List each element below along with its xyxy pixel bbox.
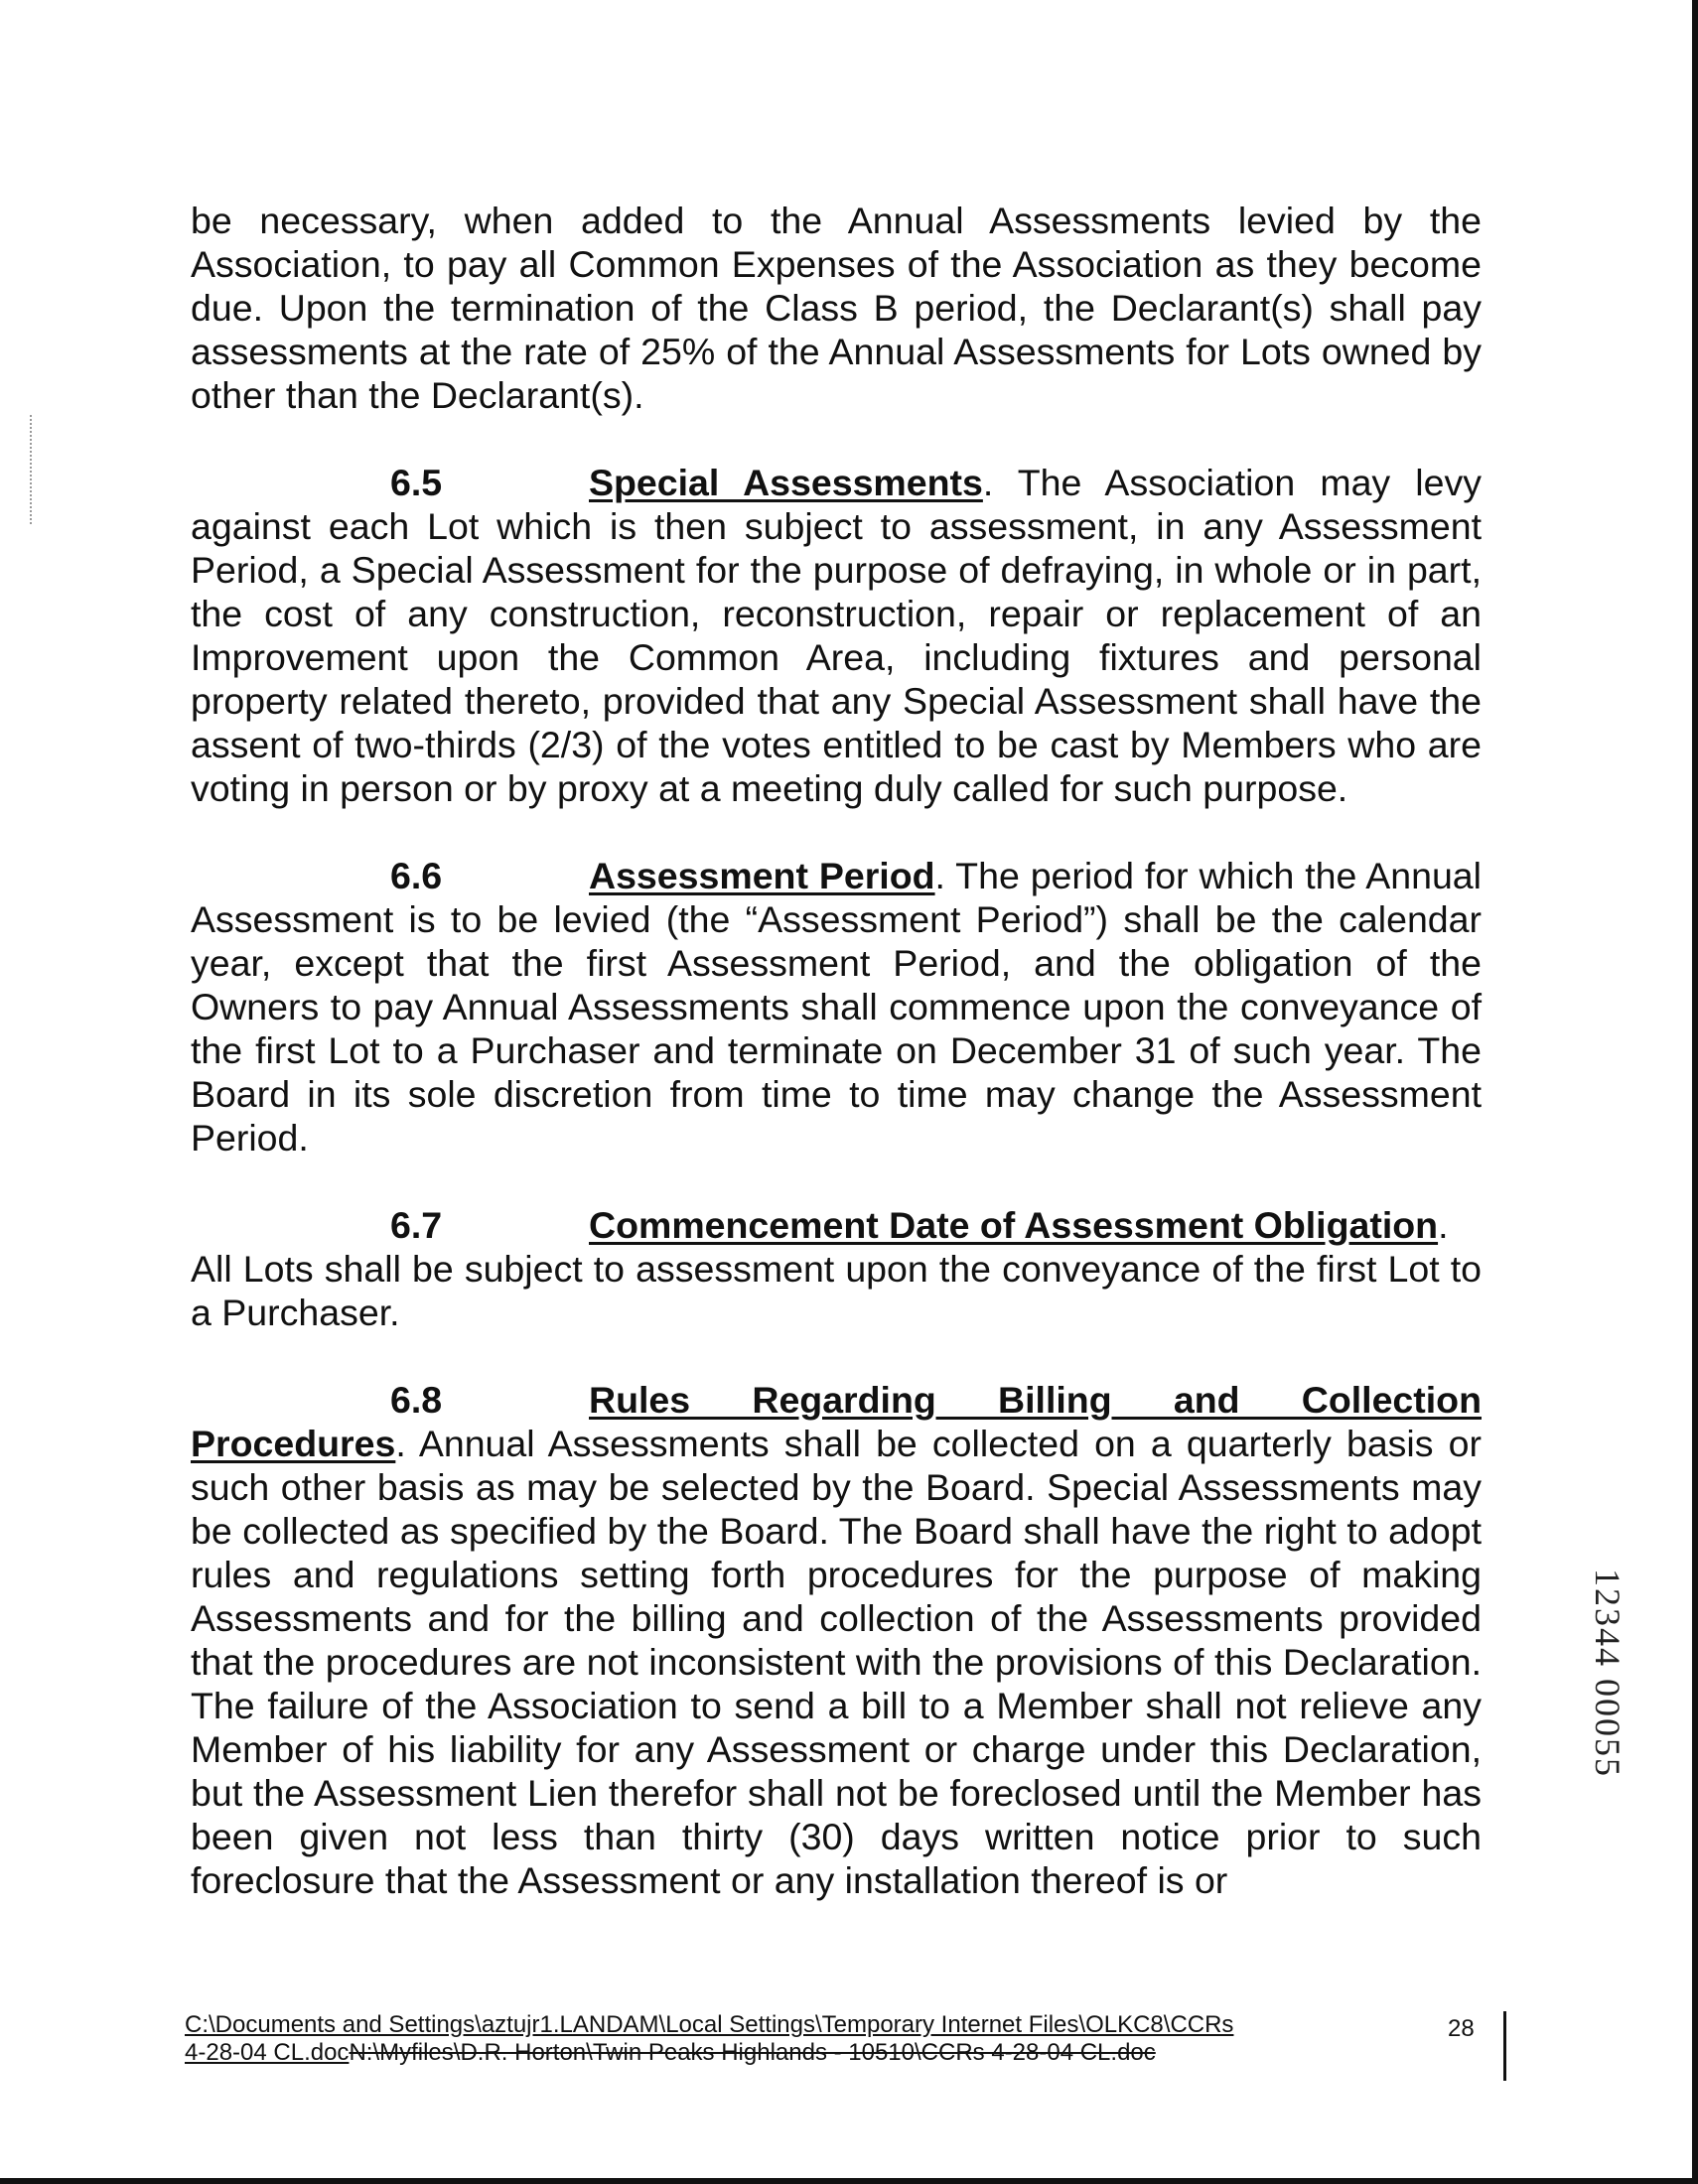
footer-path-line2-old: N:\Myfiles\D.R. Horton\Twin Peaks Highlands - 10510\CCRs 4-28-04 CL.doc xyxy=(349,2039,1156,2066)
margin-marks xyxy=(30,415,36,524)
footer-path-line2-current: 4-28-04 CL.doc xyxy=(185,2039,350,2066)
section-6-5 xyxy=(191,461,1482,810)
intro-paragraph: be necessary, when added to the Annual Assessments levied by the Association, to pay all Common Expenses of the Association as they become due. Upon the termination of the Class B period, the Declarant(s) shall pay assessments at the rate of 25% of the Annual Assessments for Lots owned by other than the Declarant(s). xyxy=(191,200,1482,416)
section-title: Assessment Period xyxy=(589,855,935,896)
section-number: 6.5 xyxy=(390,462,443,503)
section-number: 6.7 xyxy=(390,1204,443,1246)
scan-border-bottom xyxy=(0,2178,1698,2184)
section-title-line2: Procedures xyxy=(191,1423,396,1464)
section-text: . The Association may levy against each Lot which is then subject to assessment, in any Assessment Period, a Special Assessment for the purpose of defraying, in whole or in part, the cost of any construction, reconstruction, repair or replacement of an Improvement upon the Common Area, including fixtures and personal property related thereto, provided that any Special Assessment shall have the assent of two-thirds (2/3) of the votes entitled to be cast by Members who are voting in person or by proxy at a meeting duly called for such purpose. xyxy=(191,462,1482,809)
section-title: Commencement Date of Assessment Obligation xyxy=(589,1204,1439,1246)
page-number: 28 xyxy=(1448,2015,1475,2042)
section-title-suffix: . xyxy=(1438,1204,1449,1246)
footer-path-line1: C:\Documents and Settings\aztujr1.LANDAM\Local Settings\Temporary Internet Files\OLKC8\CCRs xyxy=(185,2011,1234,2038)
section-6-6 xyxy=(191,854,1482,1160)
section-title-line1: Rules Regarding Billing and Collection xyxy=(589,1379,1482,1421)
section-6-8 xyxy=(191,1378,1482,1902)
scan-border-right xyxy=(1692,0,1698,2184)
section-text: All Lots shall be subject to assessment upon the conveyance of the first Lot to a Purchaser. xyxy=(191,1248,1482,1333)
section-6-7 xyxy=(191,1203,1482,1334)
section-text: . Annual Assessments shall be collected on a quarterly basis or such other basis as may be selected by the Board. Special Assessments may be collected as specified by the Board. The Board shall have the right to adopt rules and regulations setting forth procedures for the purpose of making Assessments and for the billing and collection of the Assessments provided that the procedures are not inconsistent with the provisions of this Declaration. The failure of the Association to send a bill to a Member shall not relieve any Member of his liability for any Assessment or charge under this Declaration, but the Assessment Lien therefor shall not be foreclosed until the Member has been given not less than thirty (30) days written notice prior to such foreclosure that the Assessment or any installation thereof is or xyxy=(191,1423,1482,1901)
document-body xyxy=(191,199,1482,1946)
section-number: 6.8 xyxy=(390,1379,443,1421)
document-stamp-number: 12344 00055 xyxy=(1588,1569,1627,1778)
footer-file-path xyxy=(185,2011,1416,2067)
footer-rule xyxy=(1503,2011,1506,2081)
section-title: Special Assessments xyxy=(589,462,983,503)
section-number: 6.6 xyxy=(390,855,443,896)
section-text: . The period for which the Annual Assessment is to be levied (the “Assessment Period”) shall be the calendar year, except that the first Assessment Period, and the obligation of the Owners to pay Annual Assessments shall commence upon the conveyance of the first Lot to a Purchaser and terminate on December 31 of such year. The Board in its sole discretion from time to time may change the Assessment Period. xyxy=(191,855,1482,1159)
